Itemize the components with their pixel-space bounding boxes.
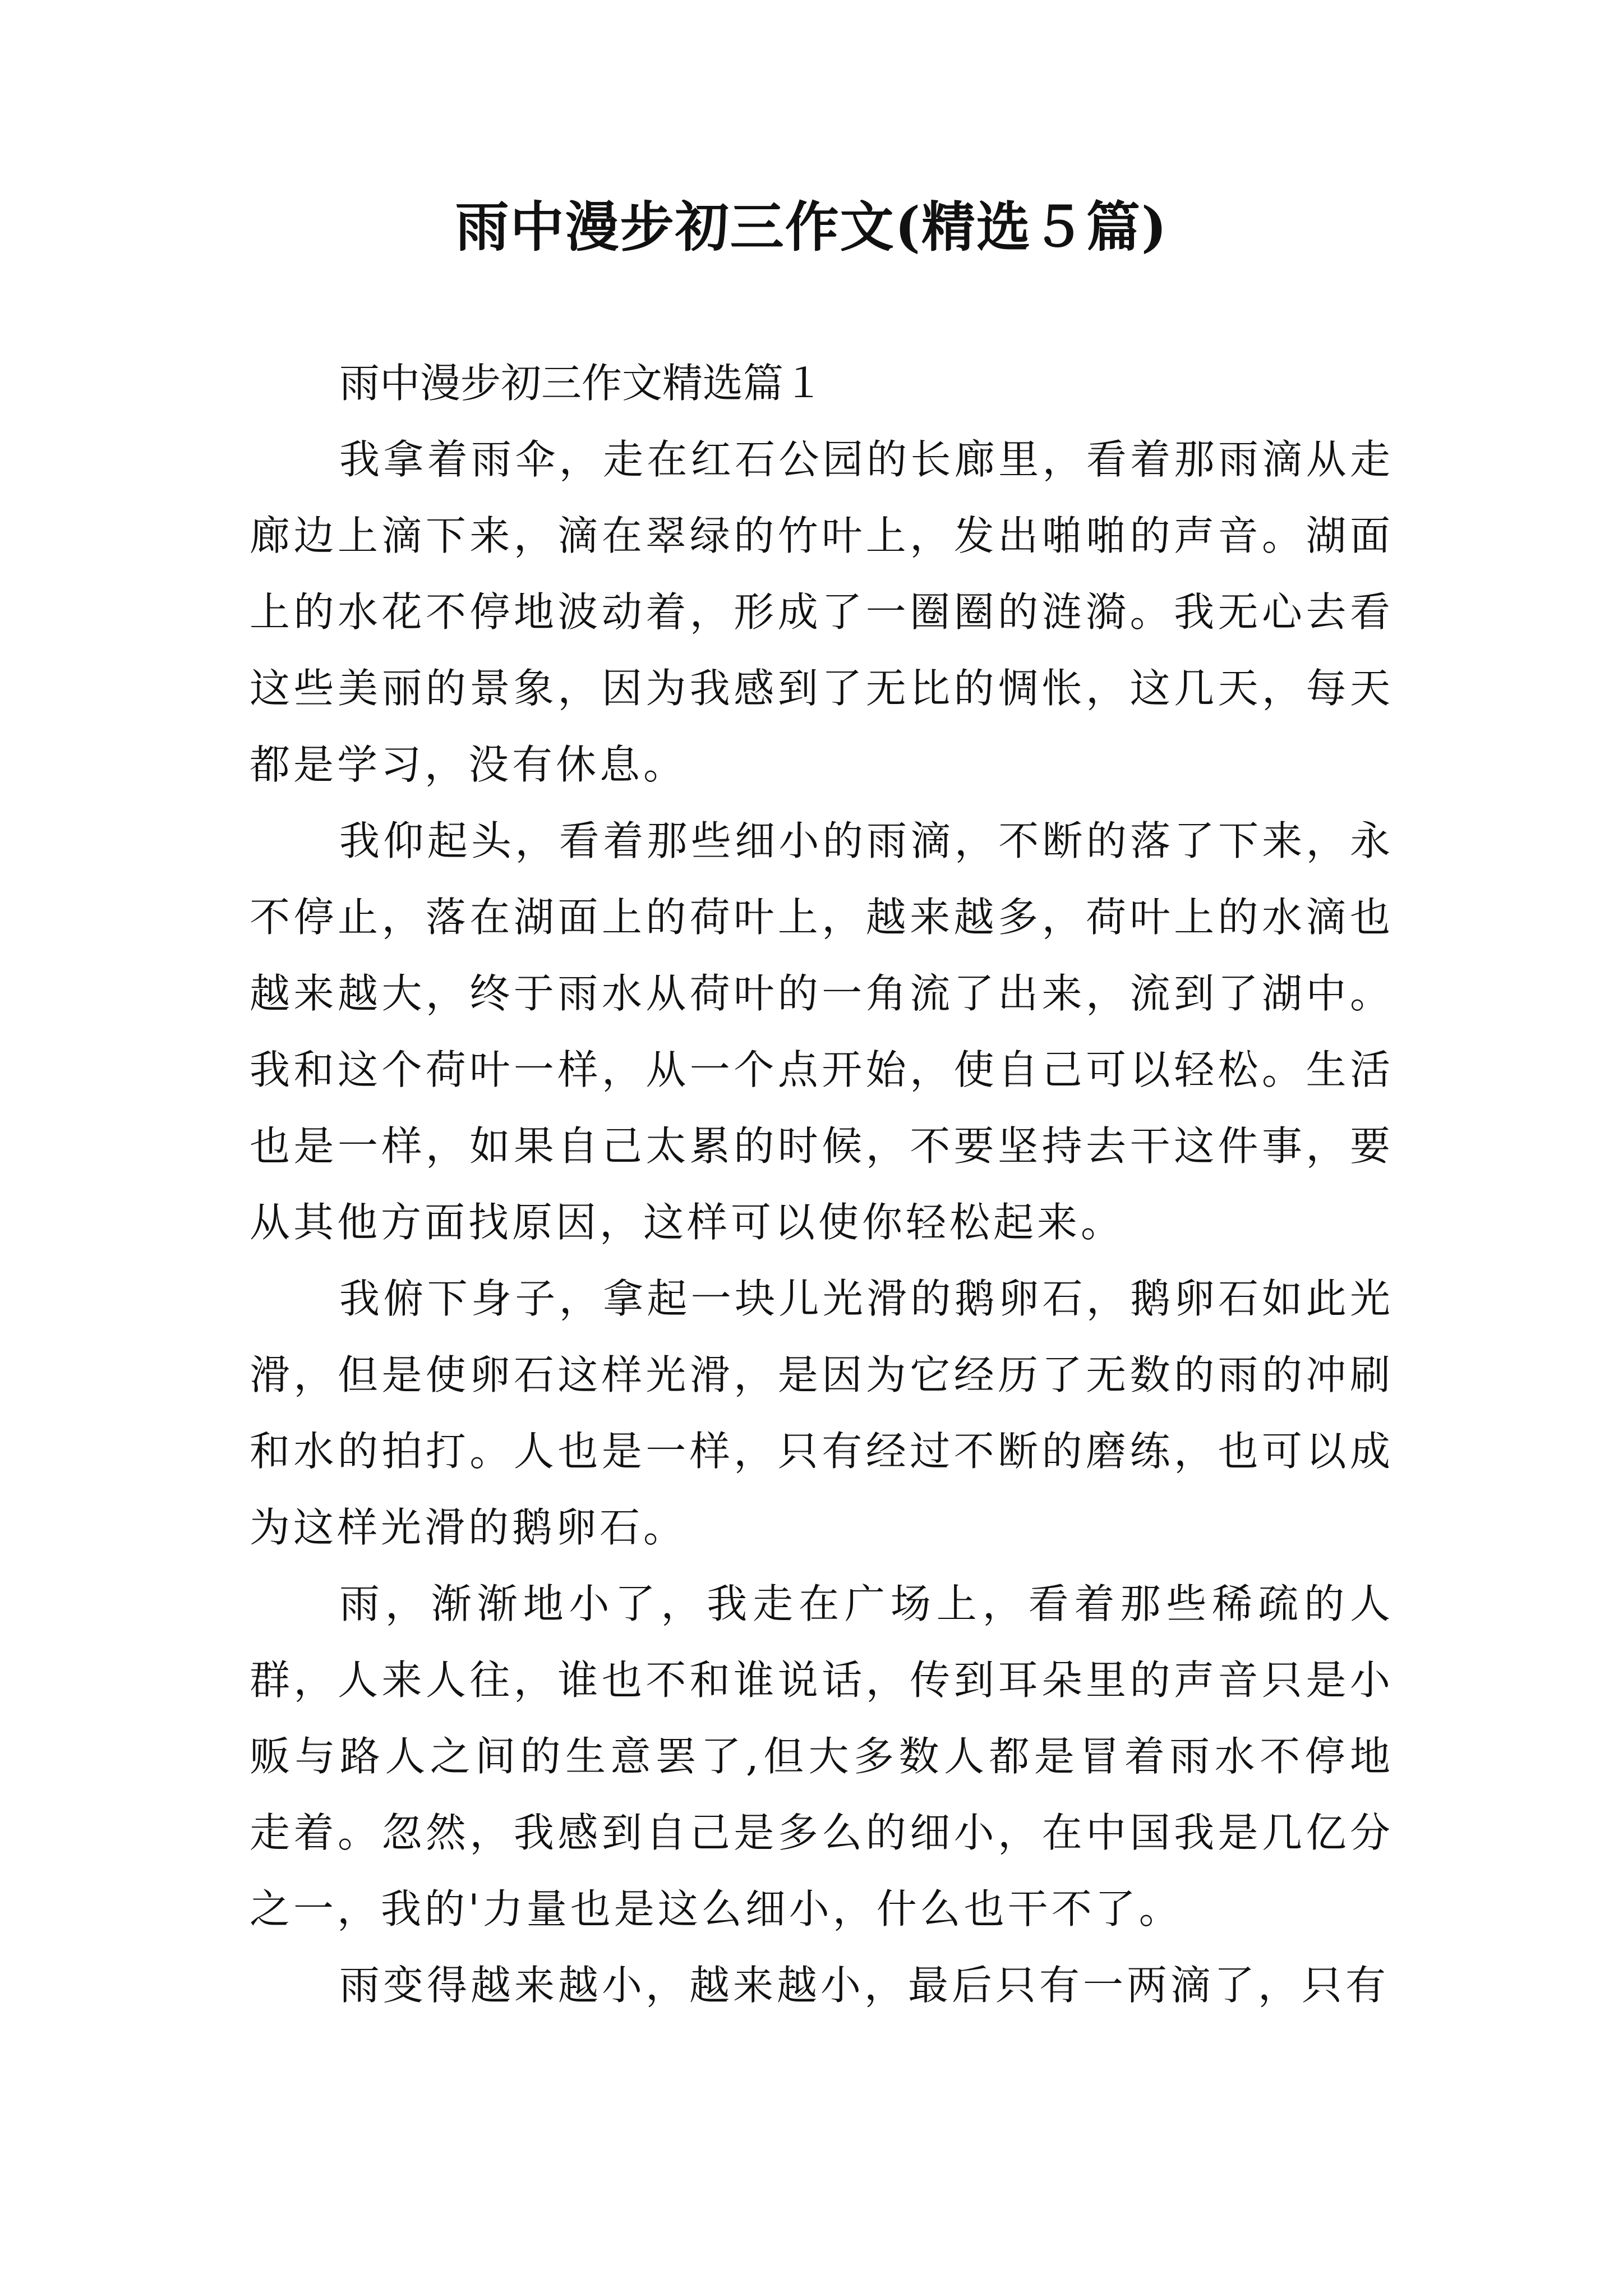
paragraph-2: 我仰起头，看着那些细小的雨滴，不断的落了下来，永不停止，落在湖面上的荷叶上，越来越多，荷叶上的水滴也越来越大，终于雨水从荷叶的一角流了出来，流到了湖中。我和这个荷叶一样，从一个点开始，使自己可以轻松。生活也是一样，如果自己太累的时候，不要坚持去干这件事，要从其他方面找原因，这样可以使你轻松起来。 [250, 817, 1394, 1246]
paragraph-3: 我俯下身子，拿起一块儿光滑的鹅卵石，鹅卵石如此光滑，但是使卵石这样光滑，是因为它经历了无数的雨的冲刷和水的拍打。人也是一样，只有经过不断的磨练，也可以成为这样光滑的鹅卵石。 [250, 1275, 1394, 1551]
paragraph-1: 我拿着雨伞，走在红石公园的长廊里，看着那雨滴从走廊边上滴下来，滴在翠绿的竹叶上，发出啪啪的声音。湖面上的水花不停地波动着，形成了一圈圈的涟漪。我无心去看这些美丽的景象，因为我感到了无比的惆怅，这几天，每天都是学习，没有休息。 [250, 436, 1394, 788]
document-title: 雨中漫步初三作文(精选５篇) [455, 195, 1168, 259]
section-heading: 雨中漫步初三作文精选篇１ [339, 360, 824, 407]
document-body [250, 345, 1394, 2023]
paragraph-5: 雨变得越来越小，越来越小，最后只有一两滴了，只有 [339, 1962, 1390, 2009]
paragraph-4: 雨，渐渐地小了，我走在广场上，看着那些稀疏的人群，人来人往，谁也不和谁说话，传到耳朵里的声音只是小贩与路人之间的生意罢了,但大多数人都是冒着雨水不停地走着。忽然，我感到自己是多么的细小，在中国我是几亿分之一，我的'力量也是这么细小，什么也干不了。 [250, 1580, 1394, 1932]
